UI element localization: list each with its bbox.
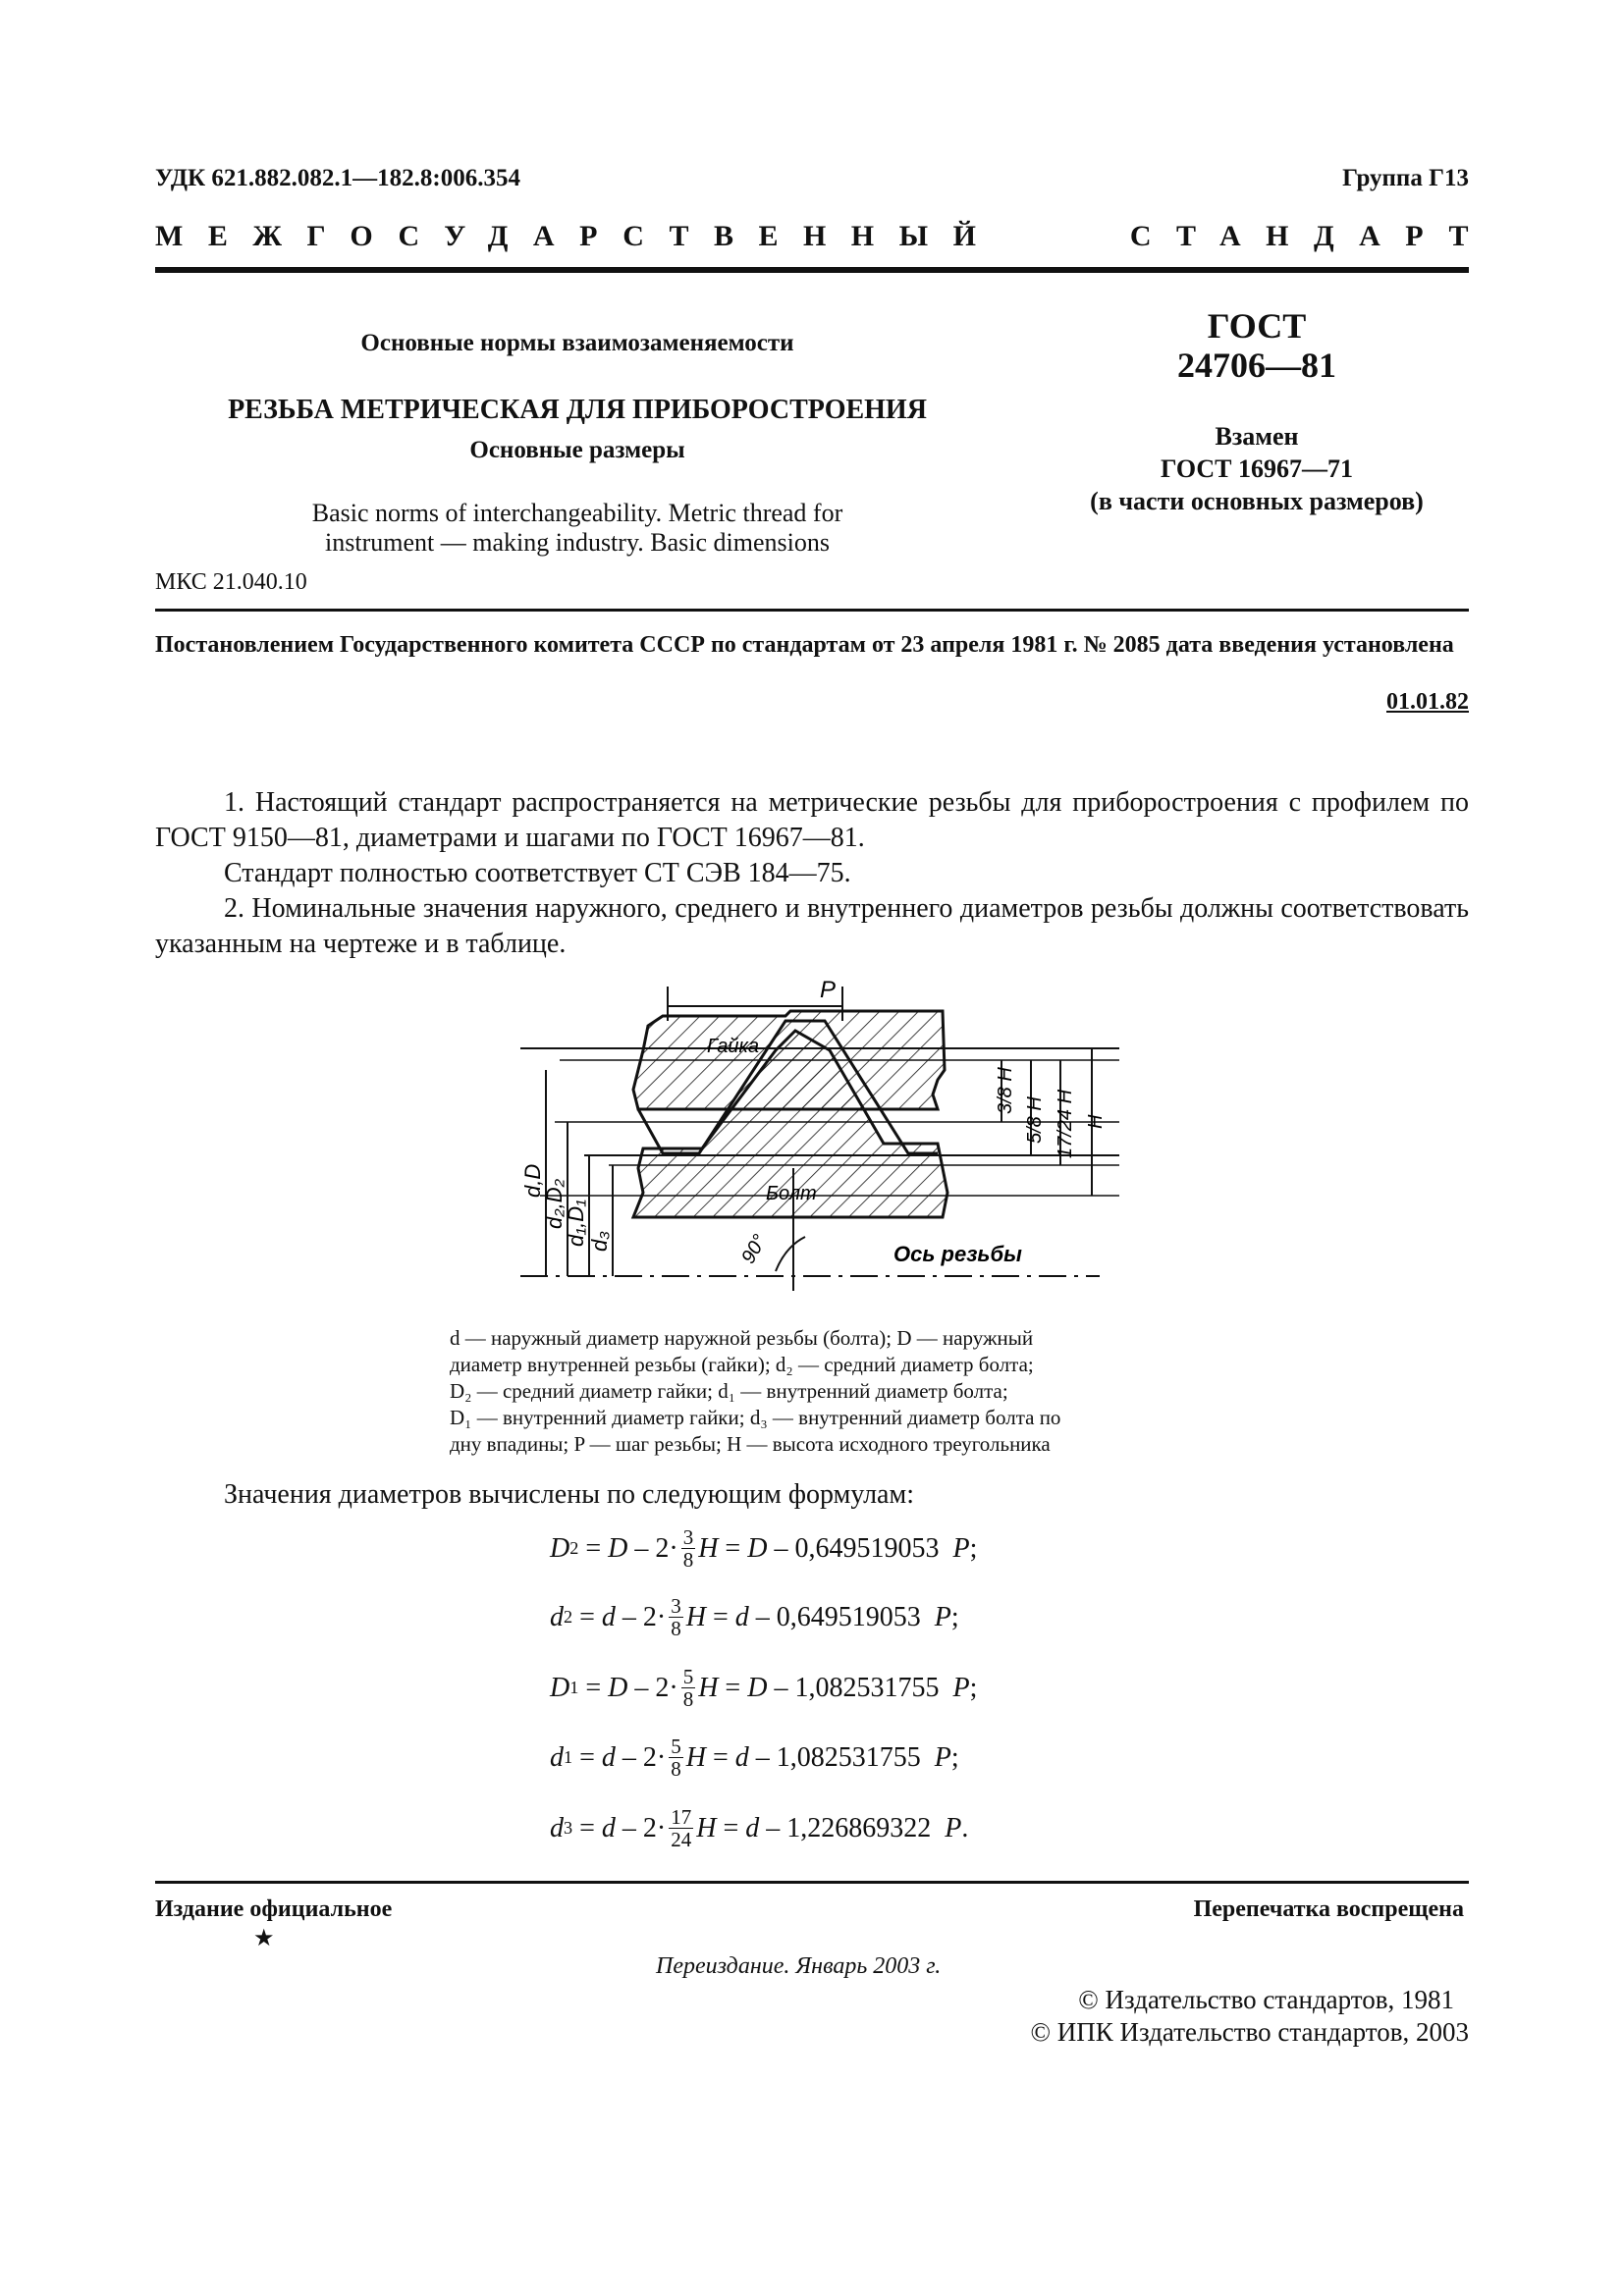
caption-line: дну впадины; P — шаг резьбы; H — высота исходного треугольника: [450, 1432, 1051, 1456]
caption-line: d — наружный диаметр наружной резьбы (болта); D — наружный: [450, 1326, 1034, 1350]
formula-coefficient: 1,082531755: [794, 1672, 940, 1703]
paragraph-compliance: Стандарт полностью соответствует СТ СЭВ 184—75.: [224, 858, 851, 888]
formula-coefficient: 1,082531755: [776, 1741, 921, 1773]
gost-designation: [1011, 306, 1502, 385]
replaces-gost: ГОСТ 16967—71: [1160, 454, 1354, 483]
title-rule: [155, 609, 1469, 612]
formula-lhs-sub: 3: [564, 1818, 573, 1838]
formula-lhs-sub: 1: [569, 1678, 579, 1697]
formula-fraction: [669, 1806, 693, 1850]
formula-row: [550, 1806, 968, 1850]
formula-var: d: [601, 1601, 616, 1632]
formula-lhs: d: [550, 1812, 564, 1843]
footer-rule: [155, 1881, 1469, 1884]
formula-op: –: [748, 1741, 777, 1773]
fraction-denominator: 8: [682, 1687, 694, 1711]
official-edition: Издание официальное: [155, 1896, 393, 1922]
bolt-label: Болт: [766, 1183, 817, 1204]
english-title-line: instrument — making industry. Basic dimensions: [325, 528, 830, 557]
formula-op: =: [716, 1812, 746, 1843]
formula-end: ;: [969, 1672, 978, 1703]
formula-var: d: [601, 1812, 616, 1843]
formula-var: d: [601, 1741, 616, 1773]
dim-h-label: H: [1085, 1114, 1107, 1129]
formula-lhs: D: [550, 1532, 570, 1564]
formula-op: =: [572, 1741, 602, 1773]
fraction-numerator: 17: [671, 1805, 692, 1829]
formula-op: =: [718, 1532, 748, 1564]
formula-p: P: [939, 1532, 970, 1564]
formula-p: P: [939, 1672, 970, 1703]
interstate-banner: [155, 220, 1493, 253]
english-title: [155, 499, 1000, 558]
introduction-date: 01.01.82: [1386, 689, 1469, 715]
fraction-numerator: 3: [671, 1594, 681, 1618]
formula-op: =: [578, 1532, 609, 1564]
formula-op: –: [767, 1672, 795, 1703]
formula-op: =: [705, 1741, 735, 1773]
interstate-label: МЕЖГОСУДАРСТВЕННЫЙ: [155, 220, 1001, 252]
formula-op: =: [705, 1601, 735, 1632]
header-rule: [155, 267, 1469, 273]
fraction-numerator: 3: [682, 1525, 694, 1549]
formula-p: P: [920, 1601, 951, 1632]
formula-coefficient: 1,226869322: [786, 1812, 932, 1843]
replaces-label: Взамен: [1215, 422, 1299, 451]
formula-op: –: [759, 1812, 787, 1843]
diameter-d2-label: d₂,D₂: [542, 1178, 567, 1229]
formula-op: –: [748, 1601, 777, 1632]
formula-coefficient: 0,649519053: [794, 1532, 940, 1564]
formula-fraction: [681, 1666, 696, 1710]
fraction-numerator: 5: [682, 1665, 694, 1688]
fraction-denominator: 8: [671, 1757, 681, 1781]
decree-text: Постановлением Государственного комитета СССР по стандартам от 23 апреля 1981 г. № 2085 дата введения установлена: [155, 632, 1454, 658]
formula-h: H: [696, 1812, 717, 1843]
formula-h: H: [685, 1601, 706, 1632]
copyright-2003: © ИПК Издательство стандартов, 2003: [1030, 2017, 1469, 2047]
formula-var: D: [747, 1672, 768, 1703]
gost-label: ГОСТ: [1207, 306, 1307, 346]
formula-op: =: [572, 1812, 602, 1843]
mks-code: МКС 21.040.10: [155, 569, 307, 595]
formula-row: [550, 1666, 977, 1710]
gost-number: 24706—81: [1177, 346, 1336, 385]
caption-line: D₂ — средний диаметр гайки; d₁ — внутренний диаметр болта;: [450, 1379, 1008, 1403]
formula-fraction: [669, 1735, 683, 1780]
drawing-caption: [450, 1325, 1201, 1458]
dim-5-8-label: 5/8 H: [1024, 1096, 1046, 1144]
formula-fraction: [669, 1595, 683, 1639]
angle-label: 90°: [737, 1231, 772, 1268]
formula-p: P: [920, 1741, 951, 1773]
standard-label: СТАНДАРТ: [1129, 220, 1493, 252]
fraction-denominator: 8: [682, 1548, 694, 1572]
paragraph-1: 1. Настоящий стандарт распространяется на метрические резьбы для приборостроения с профилем по ГОСТ 9150—81, диаметрами и шагами по ГОСТ 16967—81.: [155, 787, 1469, 853]
formula-op: – 2·: [627, 1672, 678, 1703]
formula-lhs-sub: 2: [564, 1607, 573, 1627]
formulas-intro: Значения диаметров вычислены по следующим формулам:: [224, 1479, 914, 1510]
formula-lhs: D: [550, 1672, 570, 1703]
reprint-prohibited: Перепечатка воспрещена: [1193, 1896, 1464, 1922]
formula-op: =: [718, 1672, 748, 1703]
angle-arc: [776, 1237, 805, 1271]
formula-op: – 2·: [615, 1741, 667, 1773]
formula-p: P: [931, 1812, 962, 1843]
formula-op: =: [572, 1601, 602, 1632]
fraction-denominator: 8: [671, 1617, 681, 1640]
formula-lhs-sub: 1: [564, 1747, 573, 1767]
reissue-note: Переиздание. Январь 2003 г.: [656, 1953, 942, 1979]
formula-end: ;: [950, 1741, 959, 1773]
formula-var: d: [734, 1601, 749, 1632]
caption-line: диаметр внутренней резьбы (гайки); d₂ — средний диаметр болта;: [450, 1353, 1034, 1376]
formula-var: D: [608, 1672, 628, 1703]
formula-op: – 2·: [615, 1812, 667, 1843]
formula-fraction: [681, 1526, 696, 1571]
formula-var: d: [745, 1812, 760, 1843]
formula-h: H: [698, 1672, 719, 1703]
formula-lhs: d: [550, 1741, 564, 1773]
copyright-1981: © Издательство стандартов, 1981: [1078, 1985, 1454, 2014]
formula-op: – 2·: [615, 1601, 667, 1632]
pitch-label: P: [820, 977, 837, 1003]
diameter-d1-label: d₁,D₁: [564, 1199, 588, 1247]
english-title-line: Basic norms of interchangeability. Metric thread for: [311, 499, 843, 527]
formula-lhs-sub: 2: [569, 1538, 579, 1558]
formula-op: –: [767, 1532, 795, 1564]
paragraph-2: 2. Номинальные значения наружного, среднего и внутреннего диаметров резьбы должны соответствовать указанным на чертеже и в таблице.: [155, 893, 1469, 959]
diameter-d-label: d,D: [520, 1163, 545, 1198]
dim-17-24-label: 17/24 H: [1055, 1089, 1076, 1158]
formula-row: [550, 1526, 977, 1571]
formula-op: – 2·: [627, 1532, 678, 1564]
fraction-denominator: 24: [671, 1828, 692, 1851]
udk-code: УДК 621.882.082.1—182.8:006.354: [155, 165, 520, 191]
formula-lhs: d: [550, 1601, 564, 1632]
caption-line: D₁ — внутренний диаметр гайки; d₃ — внутренний диаметр болта по: [450, 1406, 1061, 1429]
star-mark: ★: [253, 1926, 275, 1951]
dim-3-8-label: 3/8 H: [995, 1067, 1016, 1114]
formula-var: d: [734, 1741, 749, 1773]
formula-op: =: [578, 1672, 609, 1703]
formula-var: D: [608, 1532, 628, 1564]
formula-coefficient: 0,649519053: [776, 1601, 921, 1632]
formula-end: ;: [950, 1601, 959, 1632]
formula-h: H: [685, 1741, 706, 1773]
topic-title: Основные нормы взаимозаменяемости: [360, 330, 794, 356]
replaces-note: (в части основных размеров): [1090, 487, 1424, 515]
axis-label: Ось резьбы: [893, 1242, 1022, 1266]
formula-row: [550, 1595, 959, 1639]
diameter-d3-label: d₃: [587, 1231, 612, 1252]
formula-end: .: [961, 1812, 969, 1843]
formula-h: H: [698, 1532, 719, 1564]
formula-var: D: [747, 1532, 768, 1564]
standard-subtitle: Основные размеры: [469, 437, 685, 463]
thread-profile-drawing: [491, 972, 1159, 1306]
formula-row: [550, 1735, 959, 1780]
standard-title: РЕЗЬБА МЕТРИЧЕСКАЯ ДЛЯ ПРИБОРОСТРОЕНИЯ: [228, 395, 927, 425]
nut-label: Гайка: [707, 1036, 760, 1057]
replaces-block: [1011, 420, 1502, 517]
formula-end: ;: [969, 1532, 978, 1564]
fraction-numerator: 5: [671, 1735, 681, 1758]
group-code: Группа Г13: [1342, 165, 1469, 191]
